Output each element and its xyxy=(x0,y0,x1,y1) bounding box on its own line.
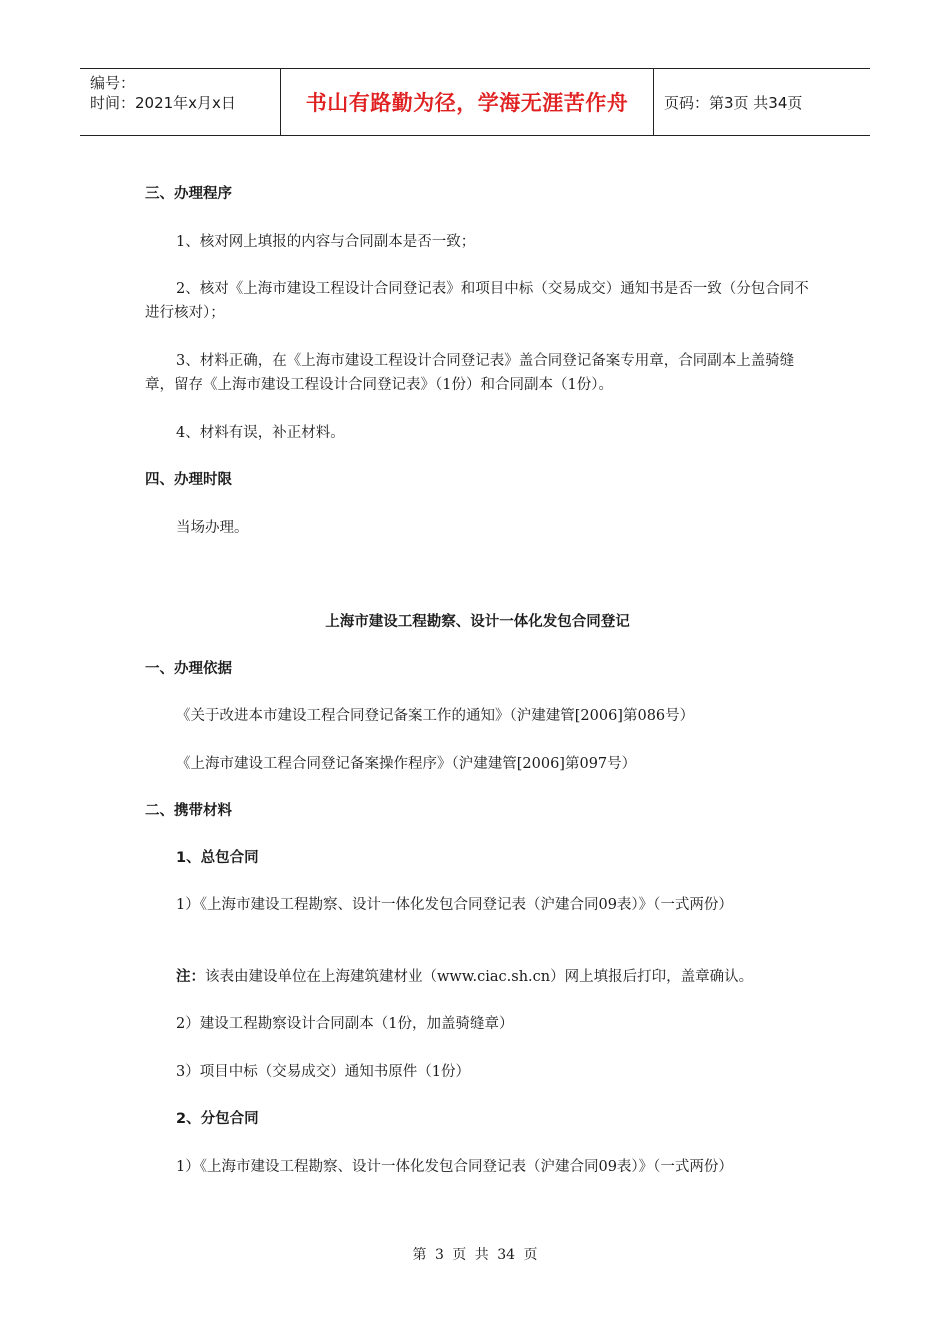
paragraph: 《上海市建设工程合同登记备案操作程序》（沪建建管[2006]第097号） xyxy=(176,756,637,772)
page-header xyxy=(80,68,870,136)
paragraph: 当场办理。 xyxy=(176,520,249,536)
page-footer: 第 3 页 共 34 页 xyxy=(412,1247,538,1263)
document-title: 上海市建设工程勘察、设计一体化发包合同登记 xyxy=(325,614,630,630)
section-title: 一、办理依据 xyxy=(145,661,232,677)
paragraph: 4、材料有误，补正材料。 xyxy=(176,425,345,441)
note-text: 该表由建设单位在上海建筑建材业（www.ciac.sh.cn）网上填报后打印，盖章确认。 xyxy=(205,969,754,985)
paragraph: 1、核对网上填报的内容与合同副本是否一致； xyxy=(176,234,476,250)
note-label: 注： xyxy=(176,969,205,985)
paragraph: 《关于改进本市建设工程合同登记备案工作的通知》（沪建建管[2006]第086号） xyxy=(176,708,695,724)
header-meta xyxy=(80,69,281,135)
subsection-title: 1、总包合同 xyxy=(176,850,259,866)
header-page-info: 页码：第3页 共34页 xyxy=(664,93,803,112)
document-time: 时间：2021年x月x日 xyxy=(90,94,236,112)
paragraph: 2、核对《上海市建设工程设计合同登记表》和项目中标（交易成交）通知书是否一致（分包合同不进行核对）； xyxy=(145,281,809,321)
paragraph: 2）建设工程勘察设计合同副本（1份，加盖骑缝章） xyxy=(176,1016,514,1032)
subsection-title: 2、分包合同 xyxy=(176,1111,259,1127)
paragraph: 3）项目中标（交易成交）通知书原件（1份） xyxy=(176,1064,470,1080)
paragraph: 3、材料正确，在《上海市建设工程设计合同登记表》盖合同登记备案专用章，合同副本上盖骑缝章，留存《上海市建设工程设计合同登记表》（1份）和合同副本（1份）。 xyxy=(145,353,795,393)
note-paragraph xyxy=(145,965,810,989)
document-number: 编号： xyxy=(90,74,136,92)
paragraph: 1）《上海市建设工程勘察、设计一体化发包合同登记表（沪建合同09表）》（一式两份） xyxy=(176,897,733,913)
section-title: 三、办理程序 xyxy=(145,186,232,202)
paragraph: 1）《上海市建设工程勘察、设计一体化发包合同登记表（沪建合同09表）》（一式两份） xyxy=(176,1159,733,1175)
section-title: 四、办理时限 xyxy=(145,472,232,488)
section-title: 二、携带材料 xyxy=(145,803,232,819)
header-motto: 书山有路勤为径，学海无涯苦作舟 xyxy=(281,69,654,135)
